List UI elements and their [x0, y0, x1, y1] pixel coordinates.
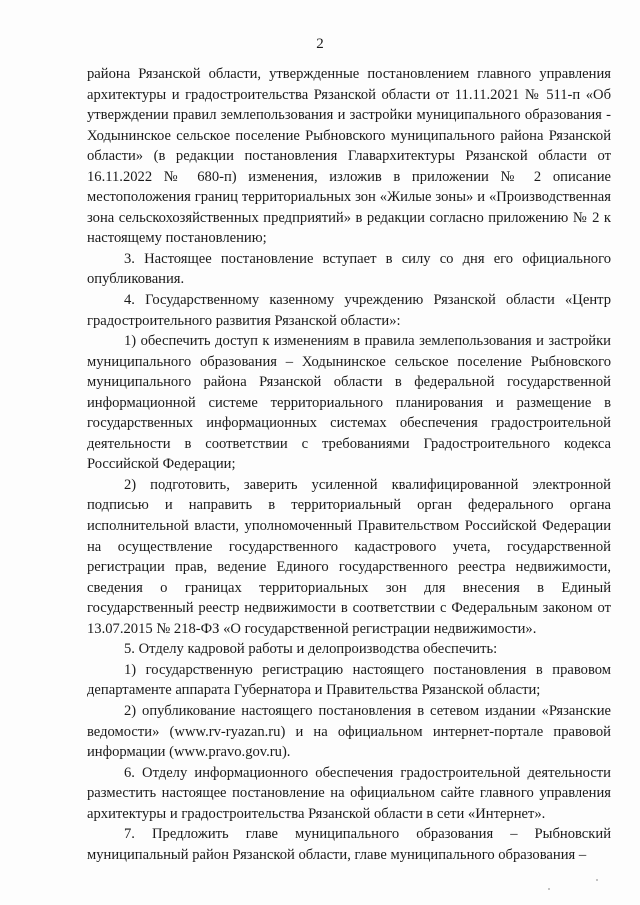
paragraph-item-5-1: 1) государственную регистрацию настоящего постановления в правовом департаменте аппарата Губернатора и Правительства Рязанской области; [87, 661, 611, 699]
page-number: 2 [316, 36, 324, 52]
scan-speck [596, 879, 598, 881]
document-body [87, 64, 611, 865]
paragraph-amendment-continuation: района Рязанской области, утвержденные постановлением главного управления архитектуры и градостроительства Рязанской области от 11.11.2021 № 511-п «Об утверждении правил землепользования и застройки муниципального образования - Ходынинское сельское поселение Рыбновского муниципального района Рязанской области» (в редакции постановления Главархитектуры Рязанской области от 16.11.2022 № 680-п) изменения, изложив в приложении № 2 описание местоположения границ территориальных зон «Жилые зоны» и «Производственная зона сельскохозяйственных предприятий» в редакции согласно приложению № 2 к настоящему постановлению; [87, 66, 611, 247]
paragraph-item-3: 3. Настоящее постановление вступает в силу со дня его официального опубликования. [87, 250, 611, 288]
paragraph-item-5-2: 2) опубликование настоящего постановления в сетевом издании «Рязанские ведомости» (www.rv-ryazan.ru) и на официальном интернет-портале правовой информации (www.pravo.gov.ru). [87, 702, 611, 761]
paragraph-item-4-1: 1) обеспечить доступ к изменениям в правила землепользования и застройки муниципального образования – Ходынинское сельское поселение Рыбновского муниципального района Рязанской области в федеральной государственной информационной системе территориального планирования и размещение в государственных информационных системах обеспечения градостроительной деятельности в соответствии с требованиями Градостроительного кодекса Российской Федерации; [87, 333, 611, 473]
paragraph-item-5: 5. Отделу кадровой работы и делопроизводства обеспечить: [124, 641, 498, 658]
paragraph-item-7: 7. Предложить главе муниципального образования – Рыбновский муниципальный район Рязанской области, главе муниципального образования – [87, 826, 611, 863]
scan-speck [548, 888, 550, 890]
paragraph-item-4: 4. Государственному казенному учреждению Рязанской области «Центр градостроительного развития Рязанской области»: [87, 292, 611, 329]
paragraph-item-4-2: 2) подготовить, заверить усиленной квалифицированной электронной подписью и направить в территориальный орган федерального органа исполнительной власти, уполномоченный Правительством Российской Федерации на осуществление государственного кадастрового учета, государственной регистрации прав, ведение Единого государственного реестра недвижимости, сведения о границах территориальных зон для внесения в Единый государственный реестр недвижимости в соответствии с Федеральным законом от 13.07.2015 № 218-ФЗ «О государственной регистрации недвижимости». [87, 476, 611, 637]
paragraph-item-6: 6. Отделу информационного обеспечения градостроительной деятельности разместить настоящее постановление на официальном сайте главного управления архитектуры и градостроительства Рязанской области в сети «Интернет». [87, 764, 611, 822]
